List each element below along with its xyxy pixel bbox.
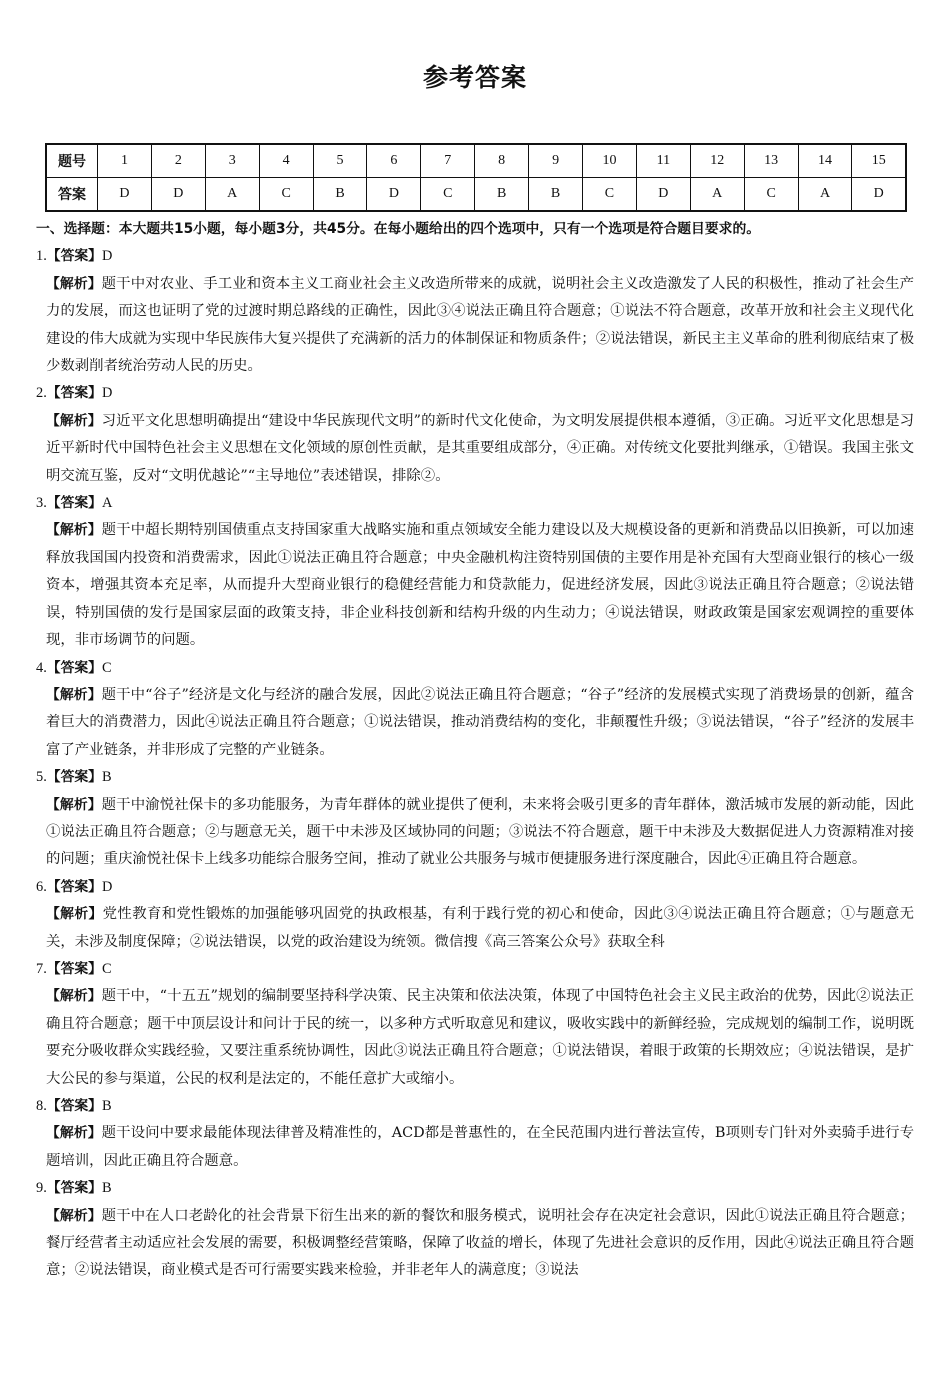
question-number: 5.	[36, 769, 47, 786]
explanation-text: 题干设问中要求最能体现法律普及精准性的，ACD都是普惠性的，在全民范围内进行普法宣传，B项则专门针对外卖骑手进行专题培训，因此正确且符合题意。	[46, 1125, 915, 1169]
explanation-tag: 【解析】	[46, 906, 103, 923]
answer-tag: 【答案】	[46, 248, 102, 265]
answer-cell: D	[367, 178, 421, 212]
row-label-answer: 答案	[46, 178, 98, 212]
question-number-cell: 14	[798, 144, 852, 178]
question-answer-line	[36, 243, 914, 270]
explanation-paragraph	[46, 901, 914, 956]
question-number: 1.	[36, 248, 47, 265]
explanation-paragraph	[46, 1203, 914, 1285]
answer-tag: 【答案】	[46, 960, 102, 977]
answer-value: D	[101, 248, 113, 265]
question-number: 4.	[36, 659, 47, 676]
question-number: 7.	[36, 960, 47, 977]
answer-value: D	[101, 385, 113, 402]
answer-tag: 【答案】	[46, 1180, 102, 1197]
question-answer-line	[36, 1093, 914, 1120]
answer-cell: C	[421, 178, 475, 212]
answer-value: C	[101, 960, 112, 977]
explanation-paragraph	[46, 1120, 914, 1175]
question-number-cell: 13	[744, 144, 798, 178]
answer-cell: B	[529, 178, 583, 212]
question-number: 3.	[36, 495, 47, 512]
explanation-text: 题干中对农业、手工业和资本主义工商业社会主义改造所带来的成就，说明社会主义改造激发了人民的积极性，推动了社会生产力的发展，而这也证明了党的过渡时期总路线的正确性，因此③④说法正确且符合题意；①说法不符合题意，改革开放和社会主义现代化建设的伟大成就为实现中华民族伟大复兴提供了充满新的活力的体制保证和物质条件；②说法错误，新民主主义革命的胜利彻底结束了极少数剥削者统治劳动人民的历史。	[46, 275, 915, 375]
question-number-cell: 2	[151, 144, 205, 178]
answer-value: C	[101, 659, 112, 676]
explanation-tag: 【解析】	[46, 988, 102, 1005]
answer-explanations	[36, 216, 914, 1285]
answer-value: B	[101, 769, 112, 786]
answer-tag: 【答案】	[46, 878, 102, 895]
answer-cell: C	[583, 178, 637, 212]
explanation-text: 习近平文化思想明确提出“建设中华民族现代文明”的新时代文化使命，为文明发展提供根本遵循，③正确。习近平文化思想是习近平新时代中国特色社会主义思想在文化领域的原创性贡献，是其重要组成部分，④正确。对传统文化要批判继承，①错误。我国主张文明交流互鉴，反对“文明优越论”“主导地位”表述错误，排除②。	[46, 412, 915, 484]
answer-row	[46, 178, 906, 212]
answer-tag: 【答案】	[46, 495, 102, 512]
explanation-tag: 【解析】	[46, 1207, 102, 1224]
answer-cell: A	[798, 178, 852, 212]
answer-tag: 【答案】	[46, 769, 102, 786]
answer-cell: D	[636, 178, 690, 212]
answer-cell: B	[313, 178, 367, 212]
question-number-cell: 7	[421, 144, 475, 178]
explanation-text: 题干中“谷子”经济是文化与经济的融合发展，因此②说法正确且符合题意；“谷子”经济的发展模式实现了消费场景的创新，蕴含着巨大的消费潜力，因此④说法正确且符合题意；①说法错误，推动消费结构的变化，非颠覆性升级；③说法错误，“谷子”经济的发展丰富了产业链条，并非形成了完整的产业链条。	[46, 686, 914, 758]
explanation-paragraph	[46, 408, 914, 490]
explanation-tag: 【解析】	[46, 796, 102, 813]
explanation-text: 党性教育和党性锻炼的加强能够巩固党的执政根基，有利于践行党的初心和使命，因此③④说法正确且符合题意；①与题意无关，未涉及制度保障；②说法错误，以党的政治建设为统领。微信搜《高三答案公众号》获取全科	[46, 906, 915, 950]
question-number: 8.	[36, 1098, 47, 1114]
question-number: 6.	[36, 878, 47, 895]
answer-tag: 【答案】	[46, 659, 102, 676]
explanation-tag: 【解析】	[46, 275, 102, 292]
section-heading: 一、选择题：本大题共15小题，每小题3分，共45分。在每小题给出的四个选项中，只有一个选项是符合题目要求的。	[36, 221, 761, 237]
question-answer-line	[36, 956, 914, 983]
question-number: 2.	[36, 385, 47, 402]
answer-tag: 【答案】	[46, 1098, 102, 1114]
answer-tag: 【答案】	[46, 385, 102, 402]
question-answer-line	[36, 655, 914, 682]
answer-value: B	[101, 1098, 112, 1114]
explanation-tag: 【解析】	[46, 686, 102, 703]
explanation-paragraph	[46, 271, 914, 381]
answer-table	[45, 143, 907, 212]
explanation-tag: 【解析】	[46, 412, 102, 429]
explanation-text: 题干中在人口老龄化的社会背景下衍生出来的新的餐饮和服务模式，说明社会存在决定社会意识，因此①说法正确且符合题意；餐厅经营者主动适应社会发展的需要，积极调整经营策略，保障了收益的增长，体现了先进社会意识的反作用，因此④说法正确且符合题意；②说法错误，商业模式是否可行需要实践来检验，并非老年人的满意度；③说法	[46, 1207, 915, 1279]
question-number-cell: 6	[367, 144, 421, 178]
answer-value: A	[101, 495, 113, 512]
question-number-cell: 10	[583, 144, 637, 178]
answer-cell: C	[259, 178, 313, 212]
question-number-cell: 15	[852, 144, 906, 178]
question-answer-line	[36, 764, 914, 791]
question-number-cell: 12	[690, 144, 744, 178]
question-number-row	[46, 144, 906, 178]
answer-cell: C	[744, 178, 798, 212]
question-number-cell: 9	[529, 144, 583, 178]
explanation-paragraph	[46, 792, 914, 874]
question-number-cell: 5	[313, 144, 367, 178]
answer-cell: D	[151, 178, 205, 212]
question-number-cell: 3	[205, 144, 259, 178]
question-number-cell: 11	[636, 144, 690, 178]
row-label-number: 题号	[46, 144, 98, 178]
answer-cell: B	[475, 178, 529, 212]
explanation-paragraph	[46, 682, 914, 764]
answer-cell: A	[690, 178, 744, 212]
question-number-cell: 1	[98, 144, 152, 178]
answer-cell: A	[205, 178, 259, 212]
explanation-paragraph	[46, 517, 914, 654]
explanation-text: 题干中，“十五五”规划的编制要坚持科学决策、民主决策和依法决策，体现了中国特色社会主义民主政治的优势，因此②说法正确且符合题意；题干中顶层设计和问计于民的统一，以多种方式听取意见和建议，吸收实践中的新鲜经验，完成规划的编制工作，说明既要充分吸收群众实践经验，又要注重系统协调性，因此③说法正确且符合题意；①说法错误，着眼于政策的长期效应；④说法错误，是扩大公民的参与渠道，公民的权利是法定的，不能任意扩大或缩小。	[46, 988, 915, 1087]
question-number-cell: 8	[475, 144, 529, 178]
answer-cell: D	[852, 178, 906, 212]
question-answer-line	[36, 380, 914, 407]
question-number: 9.	[36, 1180, 47, 1197]
answer-value: D	[101, 878, 113, 895]
explanation-text: 题干中超长期特别国债重点支持国家重大战略实施和重点领域安全能力建设以及大规模设备的更新和消费品以旧换新，可以加速释放我国国内投资和消费需求，因此①说法正确且符合题意；中央金融机构注资特别国债的主要作用是补充国有大型商业银行的核心一级资本，增强其资本充足率，从而提升大型商业银行的稳健经营能力和贷款能力，促进经济发展，因此③说法正确且符合题意；②说法错误，特别国债的发行是国家层面的政策支持，非企业科技创新和结构升级的内生动力；④说法错误，财政政策是国家宏观调控的重要体现，非市场调节的问题。	[46, 522, 915, 649]
answer-value: B	[101, 1180, 112, 1197]
explanation-paragraph	[46, 983, 914, 1093]
explanation-tag: 【解析】	[46, 1125, 102, 1142]
answer-cell: D	[98, 178, 152, 212]
question-answer-line	[36, 490, 914, 517]
question-answer-line	[36, 1175, 914, 1202]
explanation-text: 题干中渝悦社保卡的多功能服务，为青年群体的就业提供了便利，未来将会吸引更多的青年群体，激活城市发展的新动能，因此①说法正确且符合题意；②与题意无关，题干中未涉及区域协同的问题；③说法不符合题意，题干中未涉及大数据促进人力资源精准对接的问题；重庆渝悦社保卡上线多功能综合服务空间，推动了就业公共服务与城市便捷服务进行深度融合，因此④正确且符合题意。	[46, 796, 915, 868]
question-answer-line	[36, 874, 914, 901]
question-number-cell: 4	[259, 144, 313, 178]
explanation-tag: 【解析】	[46, 522, 102, 539]
page-title: 参考答案	[422, 63, 527, 92]
